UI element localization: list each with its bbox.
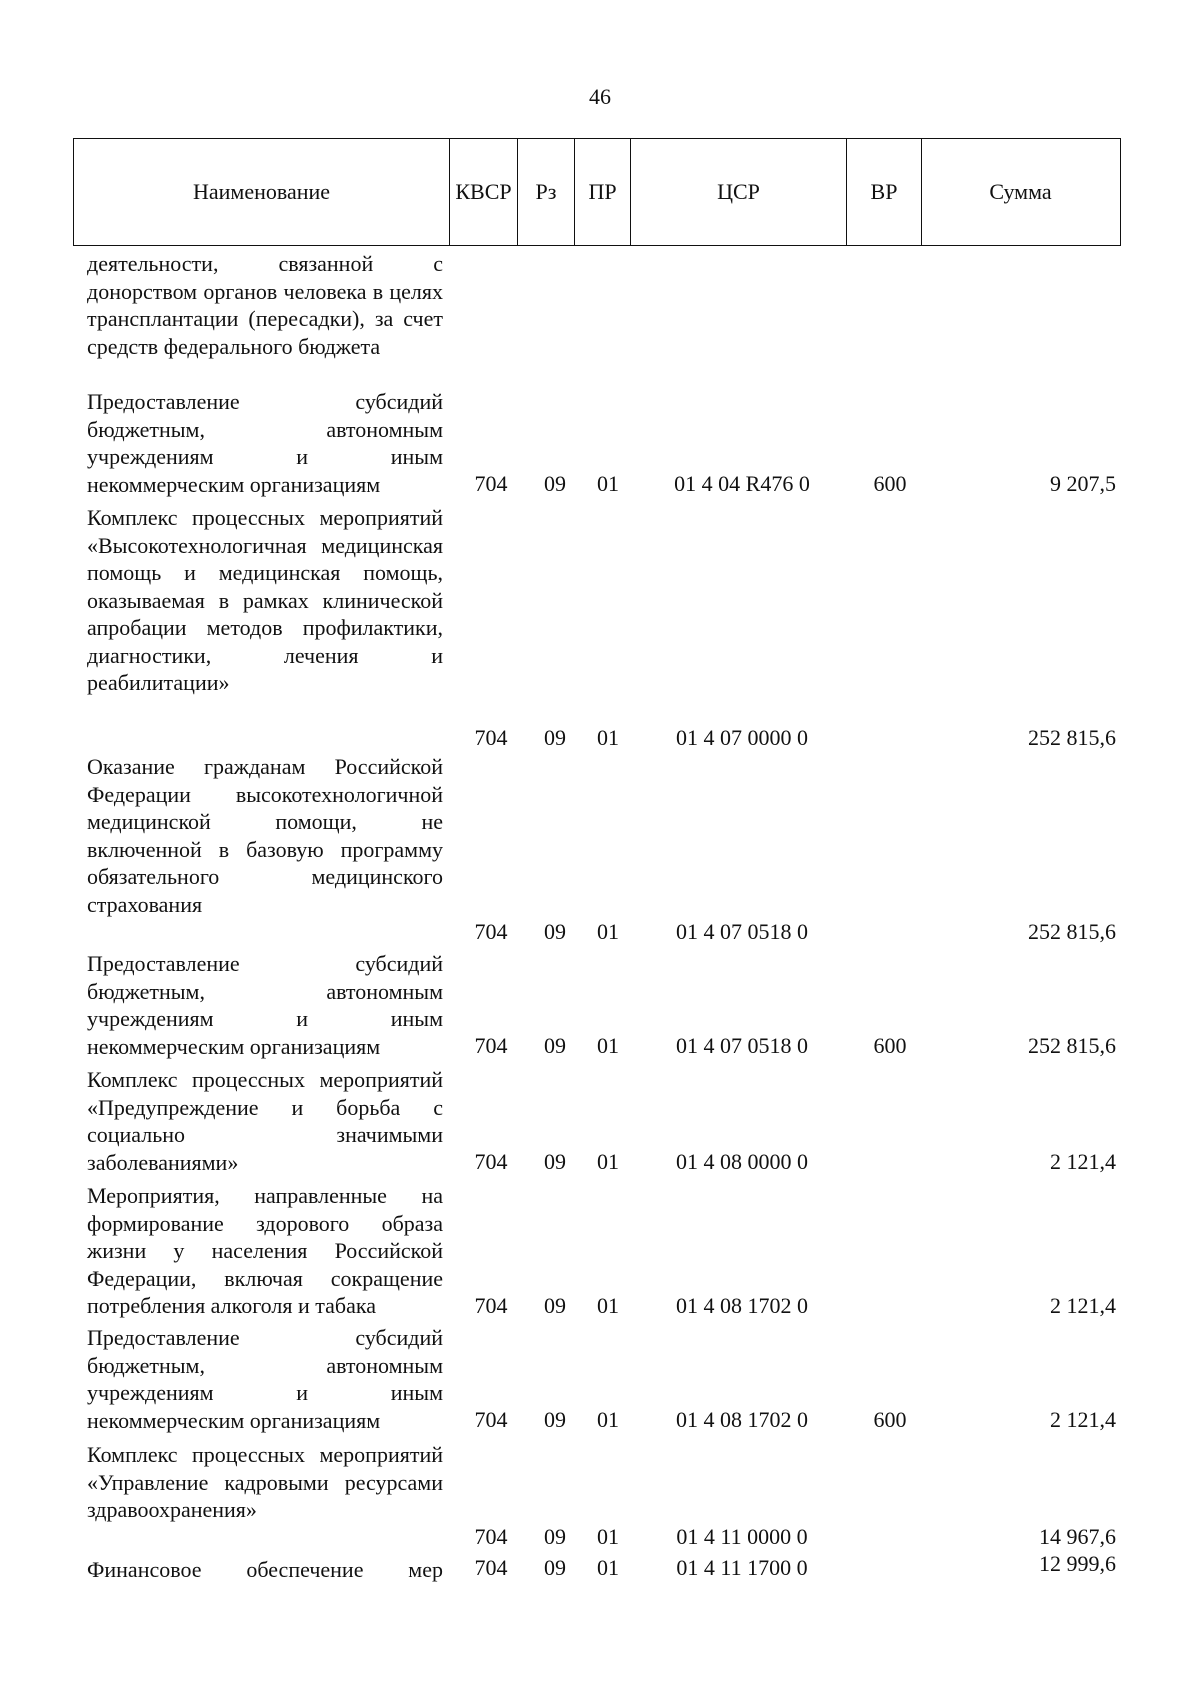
row-name: Предоставление субсидий бюджетным, автономным учреждениям и иным некоммерческим организациям — [87, 1325, 443, 1433]
row-name: Комплекс процессных мероприятий «Высокотехнологичная медицинская помощь и медицинская помощь, оказываемая в рамках клинической апробации методов профилактики, диагностики, лечения и реабилитации» — [87, 505, 443, 695]
row-pr: 01 — [597, 1555, 619, 1580]
row-rz: 09 — [544, 471, 566, 496]
row-rz: 09 — [544, 1293, 566, 1318]
row-name: Комплекс процессных мероприятий «Предупреждение и борьба с социально значимыми заболеваниями» — [87, 1067, 443, 1175]
row-sum: 252 815,6 — [1028, 1033, 1116, 1058]
row-pr: 01 — [597, 1033, 619, 1058]
row-sum: 2 121,4 — [1050, 1407, 1116, 1432]
row-kvsr: 704 — [474, 1033, 508, 1058]
row-rz: 09 — [544, 1149, 566, 1174]
row-csr: 01 4 04 R476 0 — [674, 471, 810, 496]
row-sum: 14 967,6 — [1039, 1524, 1116, 1549]
header-rz: Рз — [517, 139, 574, 245]
row-rz: 09 — [544, 1407, 566, 1432]
row-sum: 252 815,6 — [1028, 725, 1116, 750]
row-kvsr: 704 — [474, 725, 508, 750]
row-pr: 01 — [597, 471, 619, 496]
row-name: Мероприятия, направленные на формирование здорового образа жизни у населения Российской Федерации, включая сокращение потребления алкоголя и табака — [87, 1183, 443, 1318]
row-csr: 01 4 07 0518 0 — [676, 919, 808, 944]
row-csr: 01 4 11 1700 0 — [676, 1555, 808, 1580]
header-sum: Сумма — [921, 139, 1119, 245]
row-name: Оказание гражданам Российской Федерации высокотехнологичной медицинской помощи, не включенной в базовую программу обязательного медицинского страхования — [87, 754, 443, 917]
row-kvsr: 704 — [474, 1524, 508, 1549]
row-pr: 01 — [597, 725, 619, 750]
row-csr: 01 4 07 0518 0 — [676, 1033, 808, 1058]
row-sum: 252 815,6 — [1028, 919, 1116, 944]
row-kvsr: 704 — [474, 471, 508, 496]
row-sum: 9 207,5 — [1050, 471, 1116, 496]
row-kvsr: 704 — [474, 1293, 508, 1318]
row-rz: 09 — [544, 725, 566, 750]
row-pr: 01 — [597, 1149, 619, 1174]
row-pr: 01 — [597, 1524, 619, 1549]
row-csr: 01 4 07 0000 0 — [676, 725, 808, 750]
row-rz: 09 — [544, 1033, 566, 1058]
row-pr: 01 — [597, 919, 619, 944]
row-vr: 600 — [873, 1407, 907, 1432]
row-kvsr: 704 — [474, 1407, 508, 1432]
row-vr: 600 — [873, 1033, 907, 1058]
header-kvsr: КВСР — [449, 139, 517, 245]
row-pr: 01 — [597, 1407, 619, 1432]
row-rz: 09 — [544, 919, 566, 944]
row-name: деятельности, связанной с донорством органов человека в целях трансплантации (пересадки), за счет средств федерального бюджета — [87, 251, 443, 359]
header-vr: ВР — [846, 139, 921, 245]
row-kvsr: 704 — [474, 919, 508, 944]
row-name: Предоставление субсидий бюджетным, автономным учреждениям и иным некоммерческим организациям — [87, 389, 443, 497]
row-csr: 01 4 08 1702 0 — [676, 1293, 808, 1318]
row-pr: 01 — [597, 1293, 619, 1318]
row-sum: 2 121,4 — [1050, 1293, 1116, 1318]
row-vr: 600 — [873, 471, 907, 496]
row-name: Предоставление субсидий бюджетным, автономным учреждениям и иным некоммерческим организациям — [87, 951, 443, 1059]
row-csr: 01 4 08 1702 0 — [676, 1407, 808, 1432]
row-name: Комплекс процессных мероприятий «Управление кадровыми ресурсами здравоохранения» — [87, 1442, 443, 1522]
row-name: Финансовое обеспечение мер — [87, 1557, 443, 1582]
row-sum: 12 999,6 — [1039, 1551, 1116, 1576]
row-csr: 01 4 08 0000 0 — [676, 1149, 808, 1174]
row-sum: 2 121,4 — [1050, 1149, 1116, 1174]
row-csr: 01 4 11 0000 0 — [676, 1524, 808, 1549]
row-rz: 09 — [544, 1524, 566, 1549]
header-pr: ПР — [574, 139, 630, 245]
row-rz: 09 — [544, 1555, 566, 1580]
header-csr: ЦСР — [630, 139, 846, 245]
page-number: 46 — [589, 84, 611, 109]
header-name: Наименование — [192, 179, 331, 204]
row-kvsr: 704 — [474, 1555, 508, 1580]
row-kvsr: 704 — [474, 1149, 508, 1174]
